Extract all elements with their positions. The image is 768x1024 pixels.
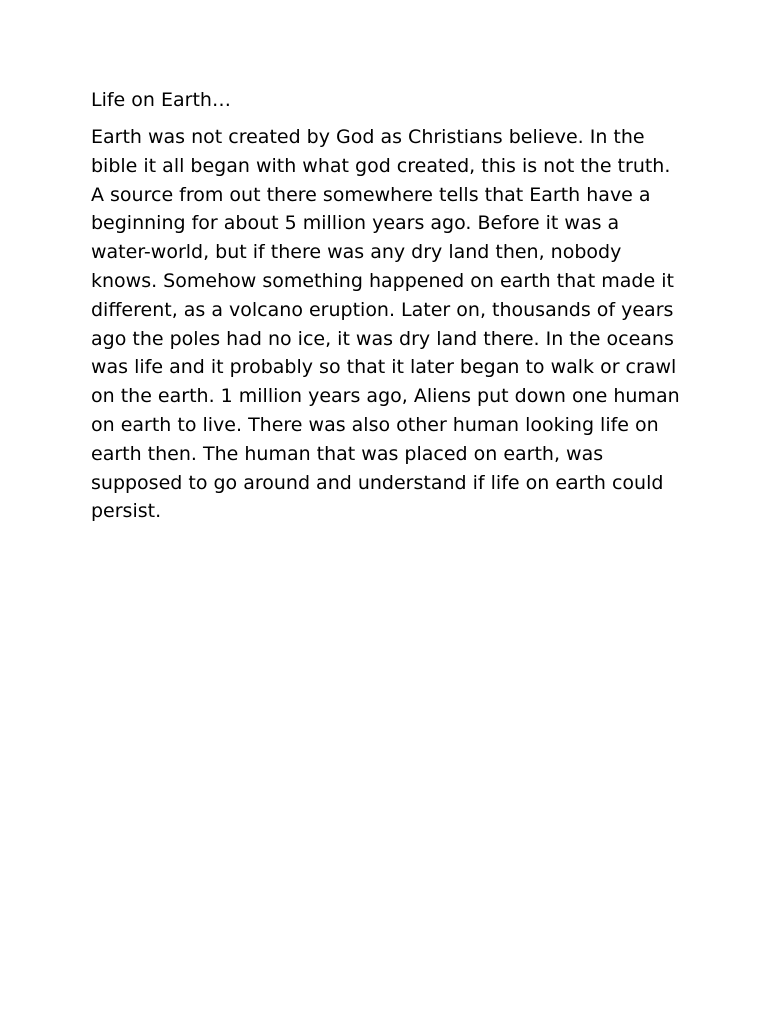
document-body-paragraph: Earth was not created by God as Christians believe. In the bible it all began with what god created, this is not the truth. A source from out there somewhere tells that Earth have a beginning for about 5 million years ago. Before it was a water-world, but if there was any dry land then, nobody knows. Somehow something happened on earth that made it different, as a volcano eruption. Later on, thousands of years ago the poles had no ice, it was dry land there. In the oceans was life and it probably so that it later began to walk or crawl on the earth. 1 million years ago, Aliens put down one human on earth to live. There was also other human looking life on earth then. The human that was placed on earth, was supposed to go around and understand if life on earth could persist.: [91, 126, 680, 523]
document-content: [91, 86, 681, 526]
document-title: Life on Earth…: [91, 89, 231, 111]
